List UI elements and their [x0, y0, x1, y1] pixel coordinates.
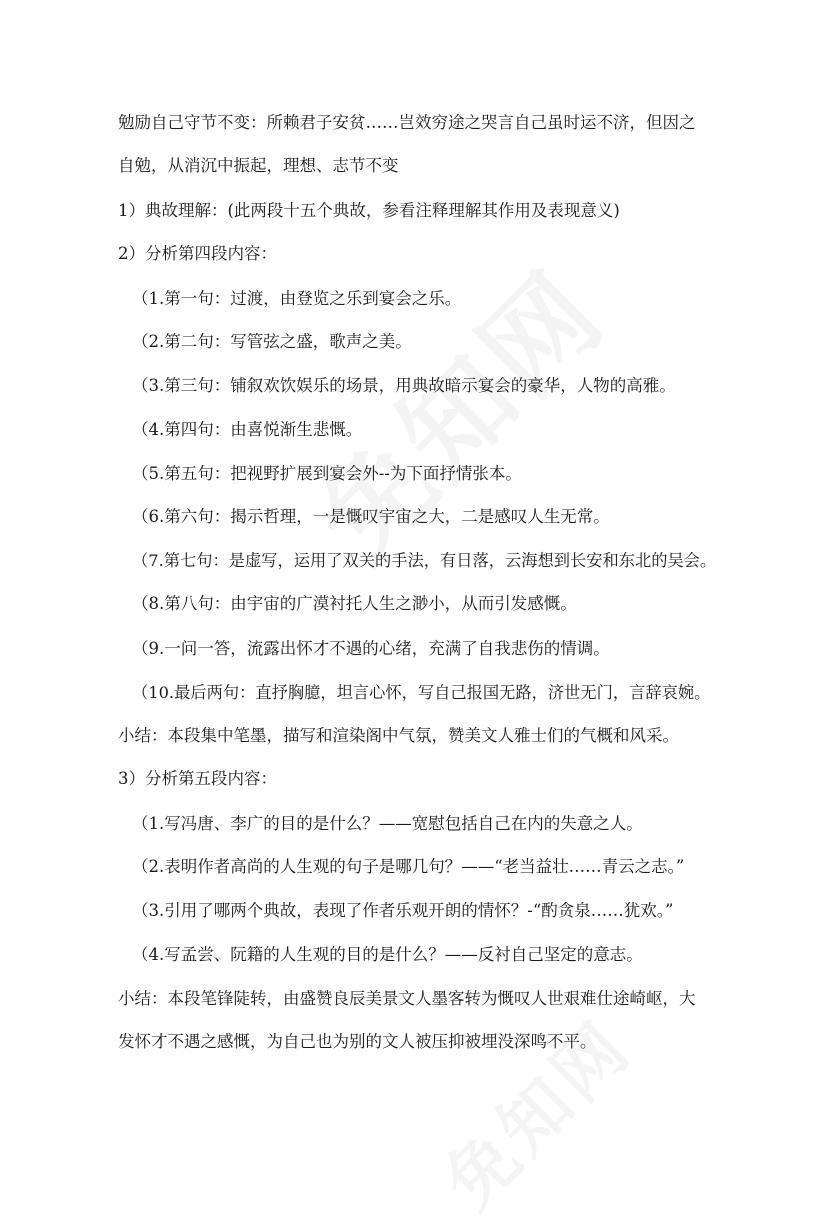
list-item: （4.写孟尝、阮籍的人生观的目的是什么？——反衬自己坚定的意志。: [132, 945, 643, 964]
list-item: （7.第七句：是虚写，运用了双关的手法，有日落，云海想到长安和东北的吴会。: [132, 551, 717, 570]
list-item: （1.写冯唐、李广的目的是什么？——宽慰包括自己在内的失意之人。: [132, 814, 643, 833]
section-heading: 1）典故理解：(此两段十五个典故，参看注释理解其作用及表现意义): [118, 201, 620, 220]
summary-line: 小结：本段集中笔墨，描写和渲染阁中气氛，赞美文人雅士们的气概和风采。: [118, 726, 679, 745]
list-item: （6.第六句：揭示哲理，一是慨叹宇宙之大，二是感叹人生无常。: [132, 507, 610, 526]
list-item: （3.第三句：铺叙欢饮娱乐的场景，用典故暗示宴会的豪华，人物的高雅。: [132, 376, 676, 395]
list-item: （10.最后两句：直抒胸臆，坦言心怀，写自己报国无路，济世无门，言辞哀婉。: [132, 683, 711, 702]
list-item: （2.表明作者高尚的人生观的句子是哪几句？——“老当益壮……青云之志。”: [132, 857, 685, 876]
section-heading: 2）分析第四段内容：: [118, 244, 277, 263]
list-item: （2.第二句：写管弦之盛，歌声之美。: [132, 332, 412, 351]
summary-line: 小结：本段笔锋陡转，由盛赞良辰美景文人墨客转为慨叹人世艰难仕途崎岖，大: [118, 989, 696, 1008]
list-item: （3.引用了哪两个典故，表现了作者乐观开朗的情怀？-“酌贪泉……犹欢。”: [132, 901, 674, 920]
list-item: （4.第四句：由喜悦渐生悲慨。: [132, 420, 363, 439]
list-item: （5.第五句：把视野扩展到宴会外--为下面抒情张本。: [132, 464, 522, 483]
list-item: （1.第一句：过渡，由登览之乐到宴会之乐。: [132, 289, 462, 308]
paragraph-line: 自勉，从消沉中振起，理想、志节不变: [118, 156, 399, 175]
paragraph-line: 勉励自己守节不变：所赖君子安贫……岂效穷途之哭言自己虽时运不济，但因之: [118, 113, 696, 132]
watermark: [275, 230, 633, 588]
list-item: （9.一问一答，流露出怀才不遇的心绪，充满了自我悲伤的情调。: [132, 639, 610, 658]
section-heading: 3）分析第五段内容：: [118, 769, 277, 788]
watermark: [418, 994, 651, 1227]
summary-line: 发怀才不遇之感慨，为自己也为别的文人被压抑被埋没深鸣不平。: [118, 1032, 597, 1051]
list-item: （8.第八句：由宇宙的广漠衬托人生之渺小，从而引发感慨。: [132, 594, 577, 613]
